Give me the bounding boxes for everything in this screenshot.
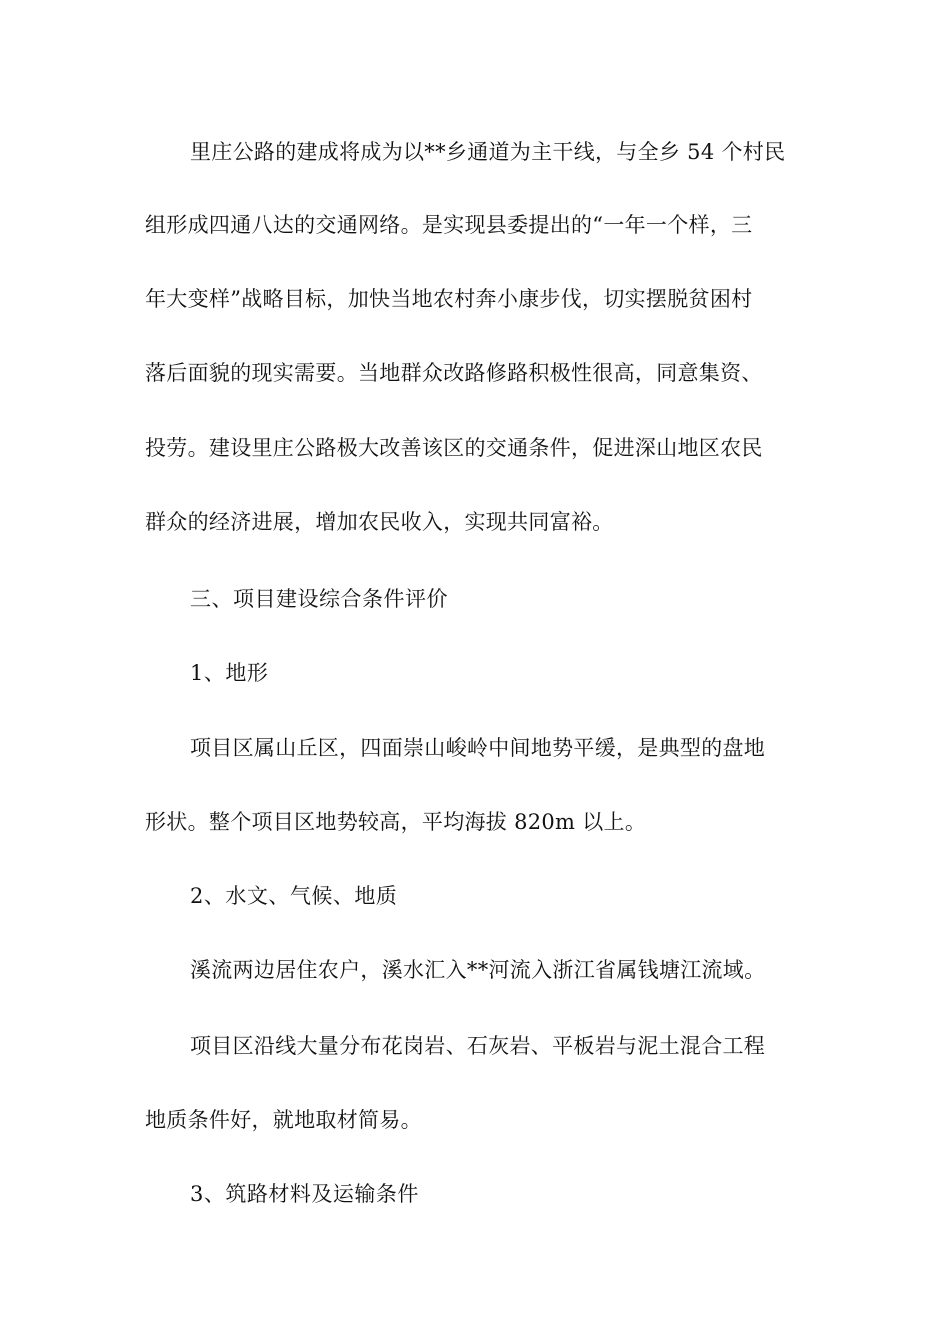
paragraph-line: 溪流两边居住农户，溪水汇入**河流入浙江省属钱塘江流域。 bbox=[190, 958, 766, 982]
subsection-heading: 1、地形 bbox=[190, 661, 269, 685]
subsection-heading: 3、筑路材料及运输条件 bbox=[190, 1182, 419, 1206]
paragraph-line: 投劳。建设里庄公路极大改善该区的交通条件，促进深山地区农民 bbox=[145, 436, 763, 460]
paragraph-line: 地质条件好，就地取材简易。 bbox=[145, 1108, 422, 1132]
section-heading: 三、项目建设综合条件评价 bbox=[190, 587, 448, 611]
paragraph-line: 组形成四通八达的交通网络。是实现县委提出的“一年一个样，三 bbox=[145, 213, 753, 237]
paragraph-line: 群众的经济进展，增加农民收入，实现共同富裕。 bbox=[145, 510, 614, 534]
subsection-heading: 2、水文、气候、地质 bbox=[190, 884, 398, 908]
paragraph-line: 里庄公路的建成将成为以**乡通道为主干线，与全乡 54 个村民 bbox=[190, 140, 786, 164]
paragraph-line: 落后面貌的现实需要。当地群众改路修路积极性很高，同意集资、 bbox=[145, 361, 763, 385]
paragraph-line: 形状。整个项目区地势较高，平均海拔 820m 以上。 bbox=[145, 810, 647, 834]
paragraph-line: 年大变样”战略目标，加快当地农村奔小康步伐，切实摆脱贫困村 bbox=[145, 287, 753, 311]
paragraph-line: 项目区属山丘区，四面崇山峻岭中间地势平缓，是典型的盘地 bbox=[190, 736, 766, 760]
paragraph-line: 项目区沿线大量分布花岗岩、石灰岩、平板岩与泥土混合工程 bbox=[190, 1034, 766, 1058]
